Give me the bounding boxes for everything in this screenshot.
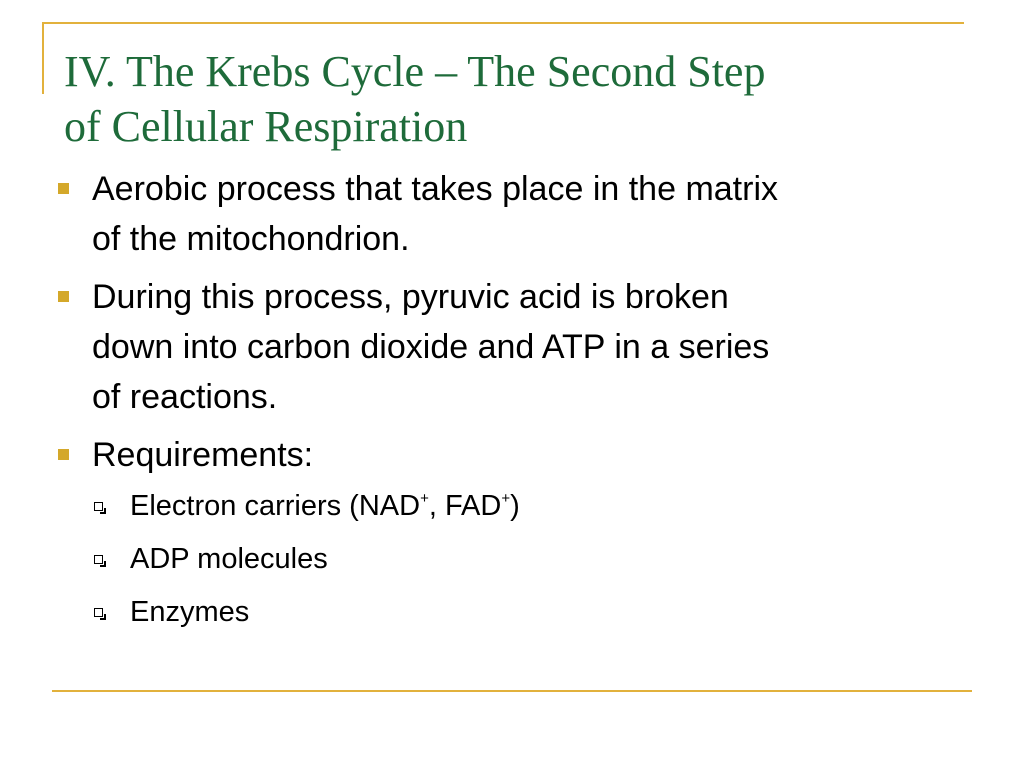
bullet-item-aerobic bbox=[56, 164, 976, 264]
bullet-text-line: Requirements: bbox=[92, 436, 314, 474]
superscript-plus: + bbox=[501, 490, 511, 507]
slide-title-line-2: of Cellular Respiration bbox=[64, 102, 468, 151]
sub-text: ADP molecules bbox=[130, 543, 328, 575]
bullet-text-line: down into carbon dioxide and ATP in a series bbox=[92, 328, 770, 366]
bullet-item-requirements bbox=[56, 430, 976, 632]
accent-line-top bbox=[42, 22, 964, 24]
bullet-text-line: Aerobic process that takes place in the matrix bbox=[92, 170, 778, 208]
square-bullet-icon bbox=[58, 183, 69, 194]
sub-text-suffix: ) bbox=[510, 490, 520, 522]
slide-title bbox=[64, 44, 964, 154]
bullet-text-line: of the mitochondrion. bbox=[92, 220, 410, 258]
hollow-square-bullet-icon bbox=[94, 608, 103, 617]
accent-line-bottom bbox=[52, 690, 972, 692]
square-bullet-icon bbox=[58, 449, 69, 460]
bullet-text-line: During this process, pyruvic acid is broken bbox=[92, 278, 729, 316]
hollow-square-bullet-icon bbox=[94, 555, 103, 564]
accent-line-left bbox=[42, 22, 44, 94]
sub-item-adp bbox=[92, 539, 976, 579]
sub-text-middle: , FAD bbox=[428, 490, 502, 522]
superscript-plus: + bbox=[420, 490, 429, 507]
square-bullet-icon bbox=[58, 291, 69, 302]
sub-text-prefix: Electron carriers (NAD bbox=[130, 490, 421, 522]
sub-item-electron-carriers bbox=[92, 486, 976, 526]
sub-item-enzymes bbox=[92, 592, 976, 632]
sub-bullet-list bbox=[92, 486, 976, 632]
bullet-item-pyruvic-acid bbox=[56, 272, 976, 422]
slide-title-line-1: IV. The Krebs Cycle – The Second Step bbox=[64, 47, 766, 96]
bullet-list bbox=[56, 164, 976, 645]
sub-text: Enzymes bbox=[130, 596, 250, 628]
hollow-square-bullet-icon bbox=[94, 502, 103, 511]
bullet-text-line: of reactions. bbox=[92, 378, 278, 416]
